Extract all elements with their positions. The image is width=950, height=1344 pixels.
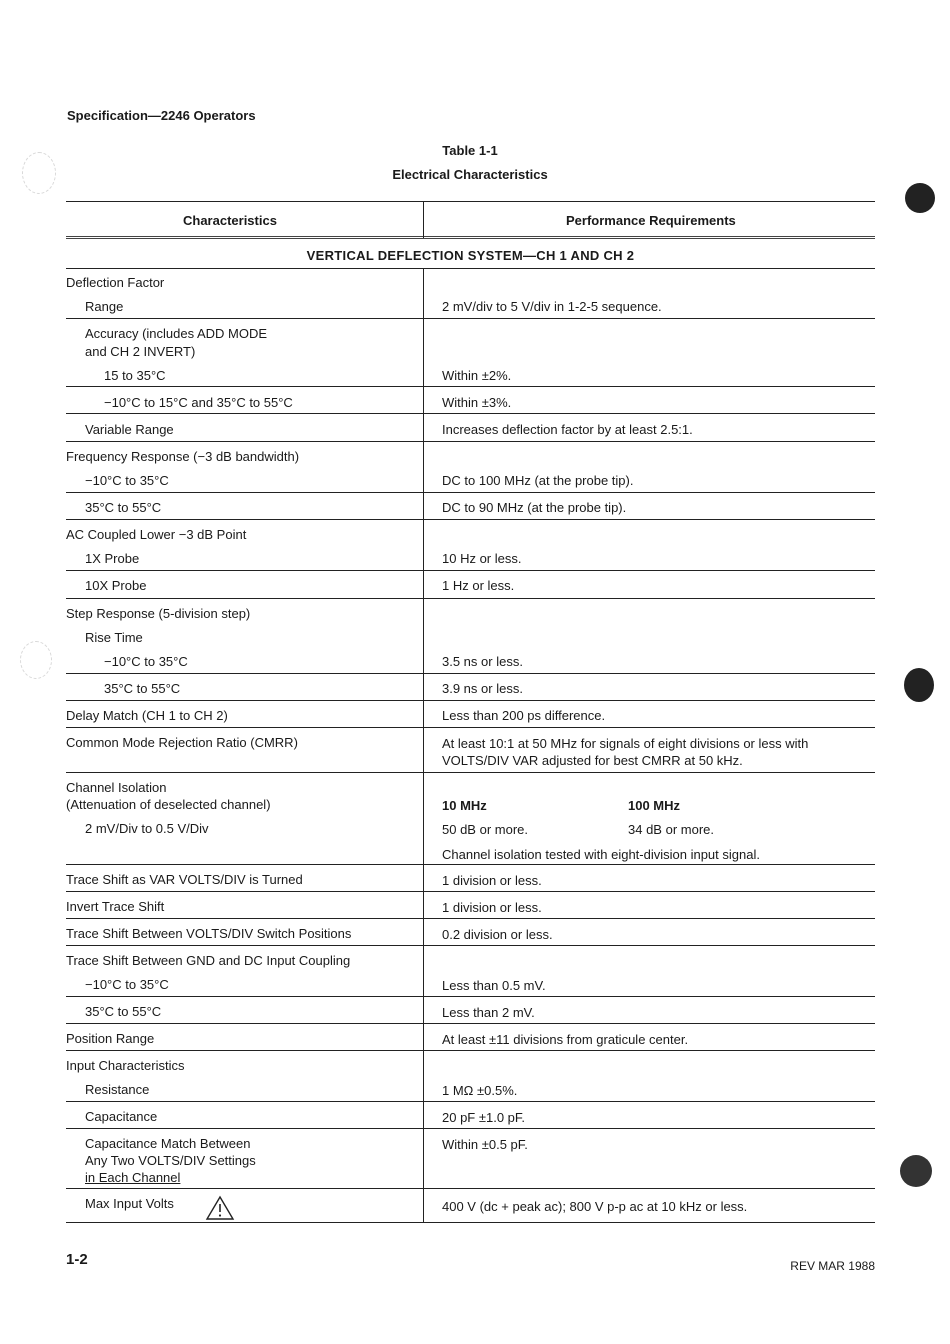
row-range: Range	[85, 299, 124, 314]
revision-label: REV MAR 1988	[790, 1259, 875, 1273]
row-accuracy-line1: Accuracy (includes ADD MODE	[85, 326, 268, 341]
row-rule	[66, 1128, 875, 1129]
iso-100mhz-heading: 100 MHz	[628, 798, 681, 813]
row-fr-high: 35°C to 55°C	[85, 500, 162, 515]
row-cmrr: Common Mode Rejection Ratio (CMRR)	[66, 735, 298, 750]
row-rule	[66, 519, 875, 520]
row-rule	[66, 570, 875, 571]
row-cap-match-3: in Each Channel	[85, 1170, 181, 1185]
row-rule	[66, 918, 875, 919]
page-number: 1-2	[66, 1251, 88, 1268]
row-rule	[66, 1023, 875, 1024]
req-rt-high: 3.9 ns or less.	[442, 681, 523, 696]
column-header-performance: Performance Requirements	[566, 213, 736, 228]
row-probe-1x: 1X Probe	[85, 551, 140, 566]
row-delay-match: Delay Match (CH 1 to CH 2)	[66, 708, 228, 723]
row-channel-isolation-2: (Attenuation of deselected channel)	[66, 797, 271, 812]
row-deflection-factor: Deflection Factor	[66, 275, 165, 290]
row-accuracy-extended: −10°C to 15°C and 35°C to 55°C	[104, 395, 293, 410]
req-tg-high: Less than 2 mV.	[442, 1005, 535, 1020]
body-column-divider	[423, 269, 424, 1222]
req-fr-low: DC to 100 MHz (at the probe tip).	[442, 473, 634, 488]
row-max-input: Max Input Volts	[85, 1196, 174, 1211]
row-rt-high: 35°C to 55°C	[104, 681, 181, 696]
req-accuracy-15-35: Within ±2%.	[442, 368, 512, 383]
row-trace-switch: Trace Shift Between VOLTS/DIV Switch Positions	[66, 926, 352, 941]
row-tg-low: −10°C to 35°C	[85, 977, 169, 992]
iso-note: Channel isolation tested with eight-division input signal.	[442, 847, 760, 862]
row-input-characteristics: Input Characteristics	[66, 1058, 185, 1073]
req-range: 2 mV/div to 5 V/div in 1-2-5 sequence.	[442, 299, 662, 314]
row-channel-isolation-3: 2 mV/Div to 0.5 V/Div	[85, 821, 209, 836]
row-invert-shift: Invert Trace Shift	[66, 899, 165, 914]
row-position-range: Position Range	[66, 1031, 155, 1046]
req-position-range: At least ±11 divisions from graticule center.	[442, 1032, 689, 1047]
row-frequency-response: Frequency Response (−3 dB bandwidth)	[66, 449, 300, 464]
row-tg-high: 35°C to 55°C	[85, 1004, 162, 1019]
row-probe-10x: 10X Probe	[85, 578, 147, 593]
row-rule	[66, 727, 875, 728]
req-trace-switch: 0.2 division or less.	[442, 927, 553, 942]
row-fr-low: −10°C to 35°C	[85, 473, 169, 488]
req-rt-low: 3.5 ns or less.	[442, 654, 523, 669]
req-fr-high: DC to 90 MHz (at the probe tip).	[442, 500, 627, 515]
binder-hole-icon	[905, 183, 935, 213]
row-ac-coupled: AC Coupled Lower −3 dB Point	[66, 527, 247, 542]
row-rule	[66, 673, 875, 674]
row-rule	[66, 700, 875, 701]
binder-hole-icon	[900, 1155, 932, 1187]
row-rule	[66, 492, 875, 493]
req-cmrr: At least 10:1 at 50 MHz for signals of eight divisions or less with VOLTS/DIV VAR adjusted for best CMRR at 50 kHz.	[442, 736, 809, 768]
row-rule	[66, 891, 875, 892]
req-probe-1x: 10 Hz or less.	[442, 551, 522, 566]
iso-10mhz-value: 50 dB or more.	[442, 822, 528, 837]
row-rule	[66, 441, 875, 442]
row-accuracy-line2: and CH 2 INVERT)	[85, 344, 196, 359]
table-bottom-rule	[66, 1222, 875, 1223]
req-capacitance: 20 pF ±1.0 pF.	[442, 1110, 526, 1125]
iso-100mhz-value: 34 dB or more.	[628, 822, 714, 837]
row-resistance: Resistance	[85, 1082, 150, 1097]
row-rule	[66, 1188, 875, 1189]
req-accuracy-extended: Within ±3%.	[442, 395, 512, 410]
row-rise-time: Rise Time	[85, 630, 143, 645]
faint-hole-mark	[20, 641, 52, 679]
table-top-rule	[66, 201, 875, 202]
table-number: Table 1-1	[442, 143, 498, 158]
row-rule	[66, 996, 875, 997]
row-channel-isolation-1: Channel Isolation	[66, 780, 167, 795]
header-column-divider	[423, 202, 424, 238]
req-trace-var: 1 division or less.	[442, 873, 542, 888]
row-rule	[66, 318, 875, 319]
req-cap-match: Within ±0.5 pF.	[442, 1137, 528, 1152]
req-probe-10x: 1 Hz or less.	[442, 578, 515, 593]
row-rt-low: −10°C to 35°C	[104, 654, 188, 669]
row-rule	[66, 1050, 875, 1051]
row-trace-gnd: Trace Shift Between GND and DC Input Coupling	[66, 953, 351, 968]
req-resistance: 1 MΩ ±0.5%.	[442, 1083, 518, 1098]
section-rule	[66, 268, 875, 269]
iso-10mhz-heading: 10 MHz	[442, 798, 487, 813]
req-max-input: 400 V (dc + peak ac); 800 V p-p ac at 10 kHz or less.	[442, 1199, 748, 1214]
row-capacitance: Capacitance	[85, 1109, 158, 1124]
page-header: Specification—2246 Operators	[67, 108, 256, 123]
row-trace-var: Trace Shift as VAR VOLTS/DIV is Turned	[66, 872, 303, 887]
section-title: VERTICAL DEFLECTION SYSTEM—CH 1 AND CH 2	[306, 248, 635, 263]
req-tg-low: Less than 0.5 mV.	[442, 978, 546, 993]
row-rule	[66, 772, 875, 773]
row-cap-match-2: Any Two VOLTS/DIV Settings	[85, 1153, 256, 1168]
row-rule	[66, 386, 875, 387]
table-title: Electrical Characteristics	[392, 167, 548, 182]
row-rule	[66, 413, 875, 414]
row-rule	[66, 864, 875, 865]
req-invert-shift: 1 division or less.	[442, 900, 542, 915]
row-step-response: Step Response (5-division step)	[66, 606, 251, 621]
binder-hole-icon	[904, 668, 934, 702]
column-header-characteristics: Characteristics	[183, 213, 277, 228]
row-cap-match-1: Capacitance Match Between	[85, 1136, 251, 1151]
row-rule	[66, 1101, 875, 1102]
row-accuracy-15-35: 15 to 35°C	[104, 368, 166, 383]
header-double-rule	[66, 236, 875, 242]
row-variable-range: Variable Range	[85, 422, 174, 437]
req-delay-match: Less than 200 ps difference.	[442, 708, 606, 723]
row-rule	[66, 598, 875, 599]
row-rule	[66, 945, 875, 946]
req-variable-range: Increases deflection factor by at least 2.5:1.	[442, 422, 693, 437]
